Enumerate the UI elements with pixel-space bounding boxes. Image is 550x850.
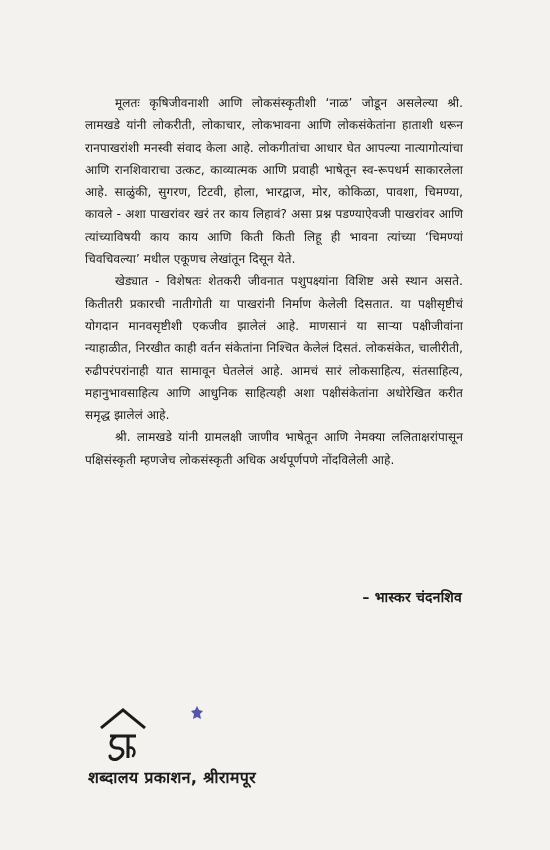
body-text <box>85 92 463 471</box>
paragraph-2: खेड्यात - विशेषतः शेतकरी जीवनात पशुपक्ष्यांना विशिष्ट असे स्थान असते. कितीतरी प्रकारची नातीगोती या पाखरांनी निर्माण केलेली दिसतात. या पक्षीसृष्टीचं योगदान मानवसृष्टीशी एकजीव झालेलं आहे. माणसानं या साऱ्या पक्षीजीवांना न्याहाळीत, निरखीत काही वर्तन संकेतांना निश्चित केलेलं दिसतं. लोकसंकेत, चालीरीती, रुढीपरंपरांनाही यात सामावून घेतलेलं आहे. आमचं सारं लोकसाहित्य, संतसाहित्य, महानुभावसाहित्य आणि आधुनिक साहित्यही अशा पक्षीसंकेतांना अधोरेखित करीत समृद्ध झालेलं आहे. <box>85 274 463 423</box>
author-signature: – भास्कर चंदनशिव <box>362 590 462 606</box>
paragraph-1: मूलतः कृषिजीवनाशी आणि लोकसंस्कृतीशी ‘नाळ’ जोडून असलेल्या श्री. लामखडे यांनी लोकरीती, लोकाचार, लोकभावना आणि लोकसंकेतांना हाताशी धरून रानपाखरांशी मनस्वी संवाद केला आहे. लोकगीतांचा आधार घेत आपल्या नात्यागोत्यांचा आणि रानशिवाराचा उत्कट, काव्यात्मक आणि प्रवाही भाषेतून स्व-रूपधर्म साकारलेला आहे. साळुंकी, सुगरण, टिटवी, होला, भारद्वाज, मोर, कोकिळा, पावशा, चिमण्या, कावले - अशा पाखरांवर खरं तर काय लिहावं? असा प्रश्न पडण्याऐवजी पाखरांवर आणि त्यांच्याविषयी काय काय आणि किती किती लिहू ही भावना त्यांच्या ‘चिमण्यां चिवचिवल्या’ मधील एकूणच लेखांतून दिसून येते. <box>85 96 463 267</box>
publisher-block <box>88 706 256 788</box>
paragraph-3: श्री. लामखडे यांनी ग्रामलक्षी जाणीव भाषेतून आणि नेमक्या ललिताक्षरांपासून पक्षिसंस्कृती म्हणजेच लोकसंस्कृती अधिक अर्थपूर्णपणे नोंदविलेली आहे. <box>85 430 463 467</box>
publisher-house-logo-icon <box>98 706 148 762</box>
publisher-name: शब्दालय प्रकाशन, श्रीरामपूर <box>88 768 256 787</box>
